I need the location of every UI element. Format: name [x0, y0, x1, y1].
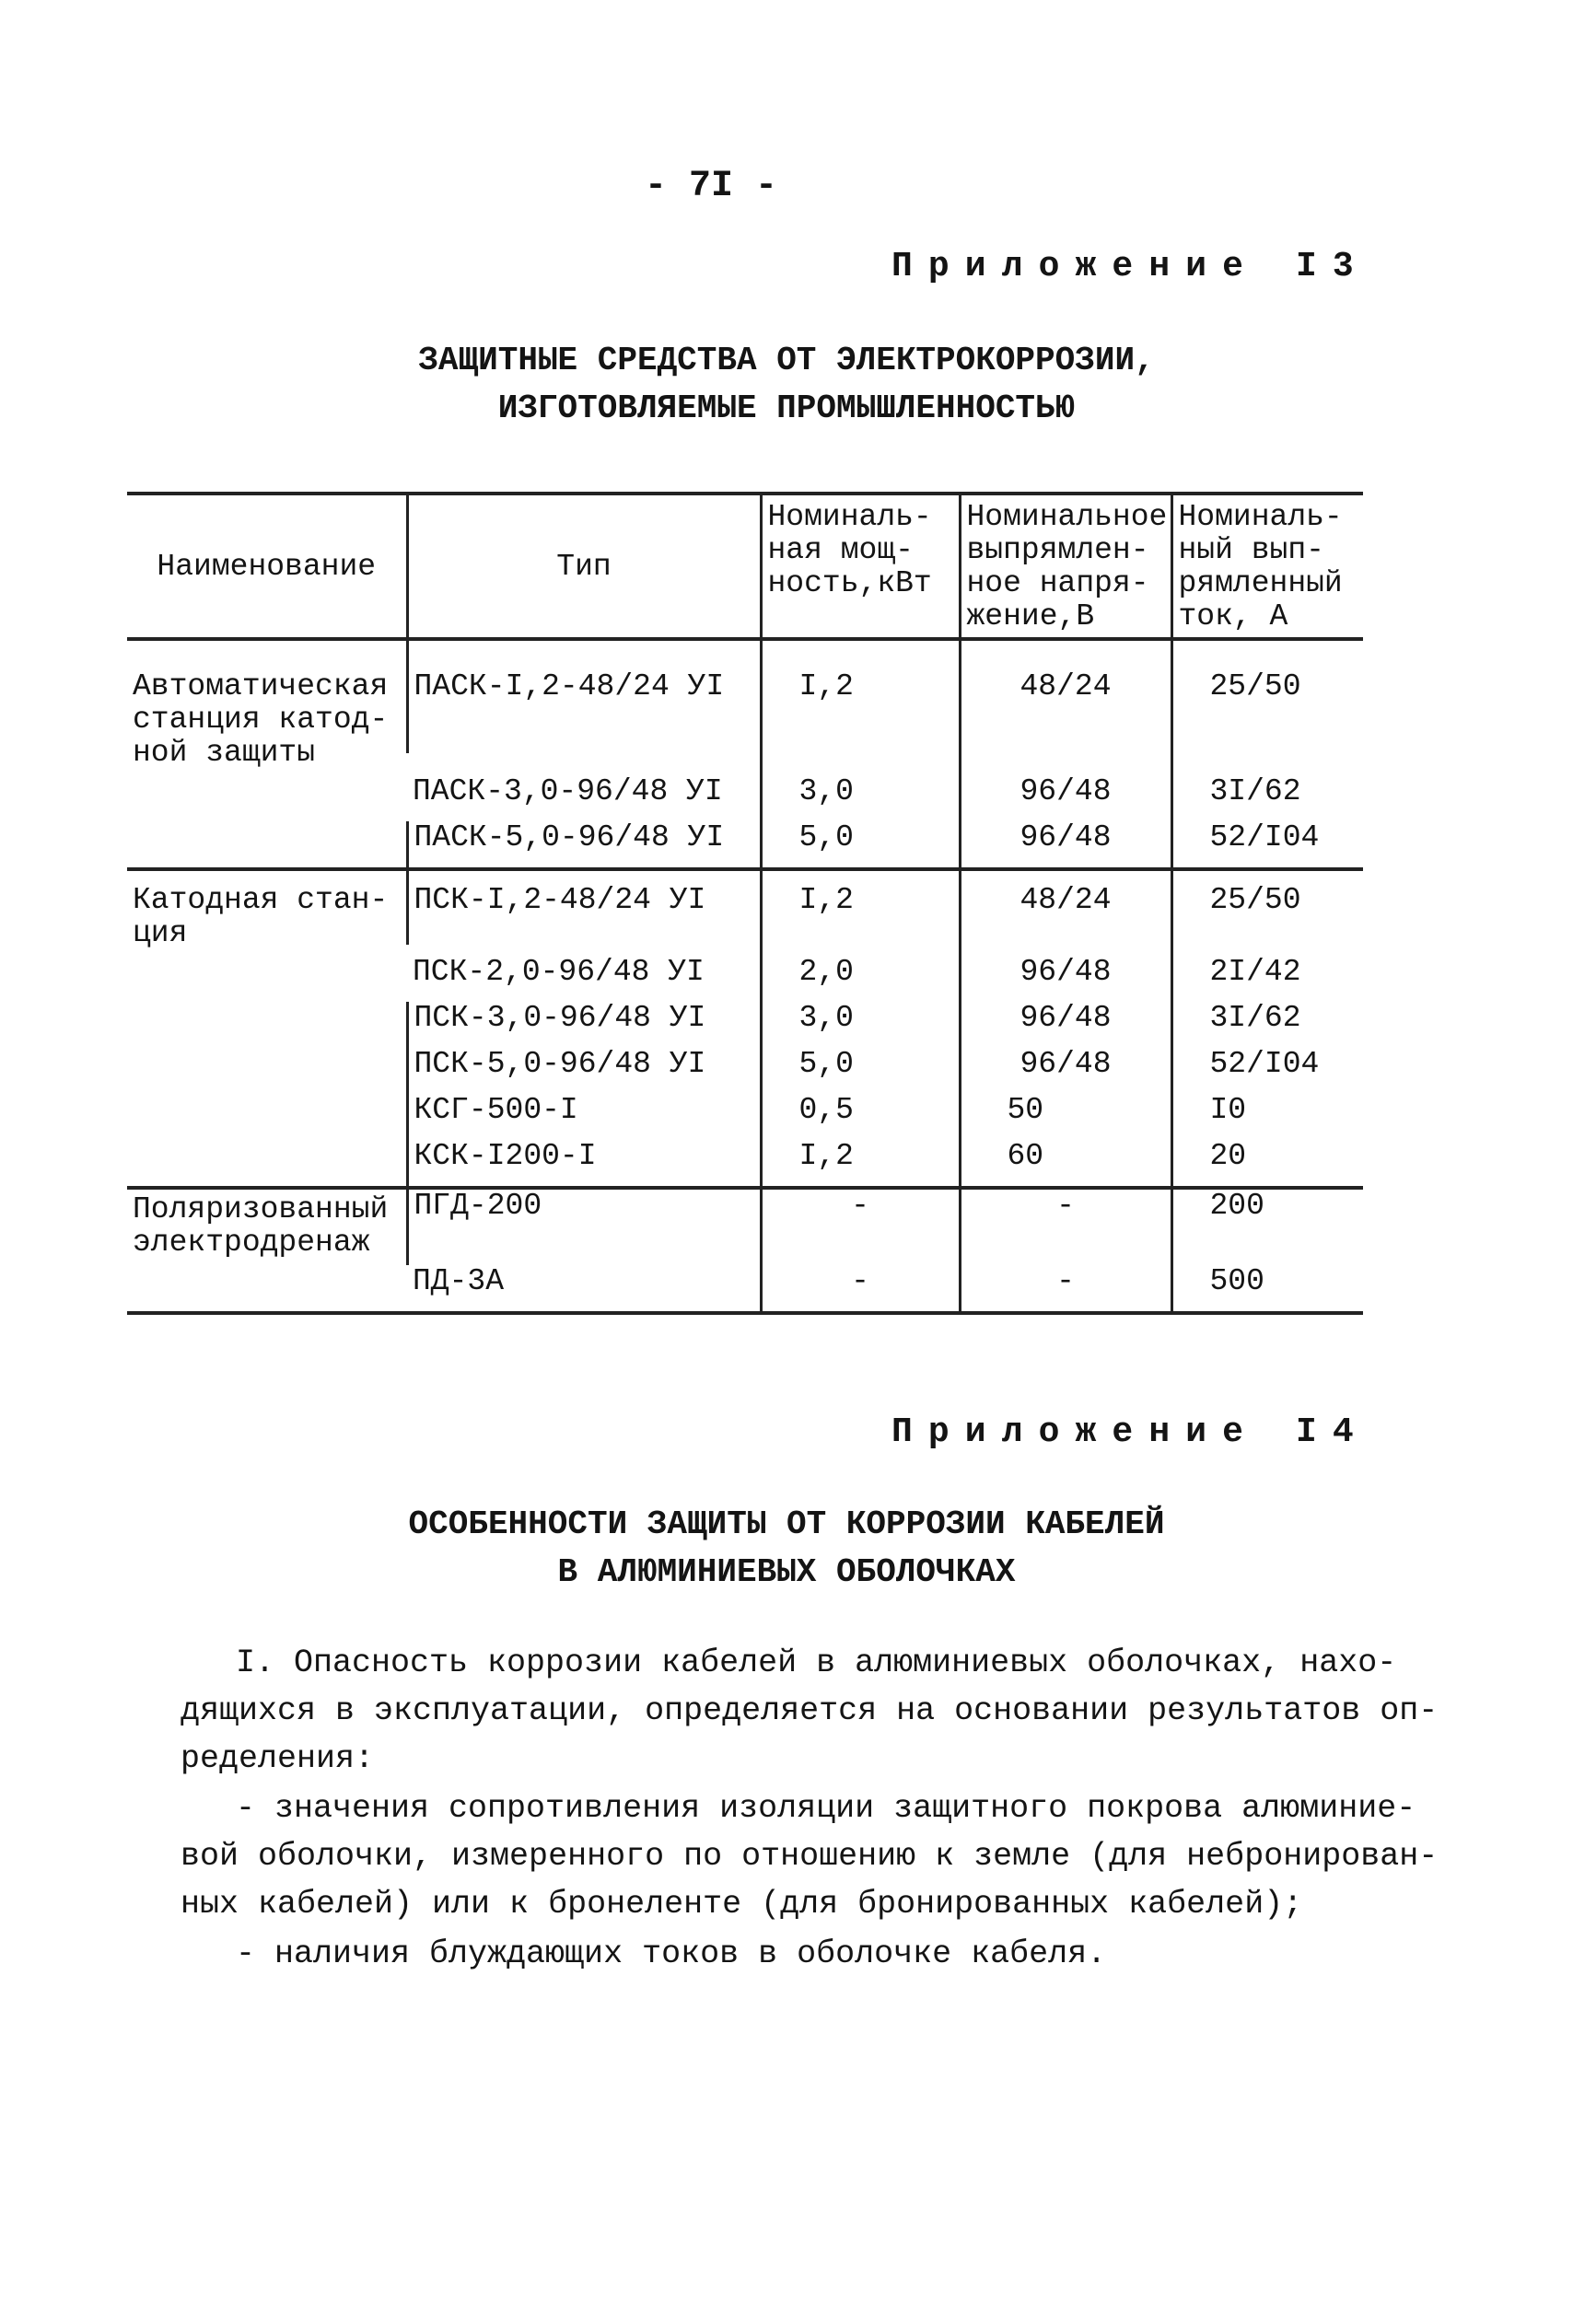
- group-name-empty: [127, 1002, 407, 1048]
- paragraph-line: вой оболочки, измеренного по отношению к земле (для небронирован-: [181, 1838, 1439, 1875]
- protection-means-table: [127, 492, 1363, 1315]
- current-cell: 3I/62: [1171, 753, 1363, 821]
- paragraph-line: I. Опасность коррозии кабелей в алюминиевых оболочках, нахо-: [236, 1644, 1397, 1681]
- appendix-13-title-line-2: ИЗГОТОВЛЯЕМЫЕ ПРОМЫШЛЕННОСТЬЮ: [497, 389, 1076, 427]
- current-cell: 52/I04: [1171, 1048, 1363, 1094]
- type-cell: ПСК-5,0-96/48 УI: [407, 1048, 761, 1094]
- group-name-empty: [127, 1048, 407, 1094]
- page-number: - 7I -: [645, 166, 778, 207]
- current-cell: 3I/62: [1171, 1002, 1363, 1048]
- appendix-14-title-line-1: ОСОБЕННОСТИ ЗАЩИТЫ ОТ КОРРОЗИИ КАБЕЛЕЙ: [408, 1505, 1165, 1543]
- current-cell: 200: [1171, 1188, 1363, 1265]
- voltage-cell: 96/48: [960, 1002, 1171, 1048]
- type-cell: ПСК-2,0-96/48 УI: [413, 955, 705, 989]
- group-name: Поляризованный электродренаж: [133, 1192, 389, 1260]
- current-cell: 20: [1171, 1140, 1363, 1188]
- appendix-13-label: Приложение I3: [891, 247, 1369, 286]
- power-cell: I,2: [761, 1140, 960, 1188]
- paragraph-line: ных кабелей) или к бронеленте (для бронированных кабелей);: [181, 1886, 1303, 1923]
- group-name-empty: [127, 1140, 407, 1188]
- voltage-cell: 48/24: [960, 639, 1171, 753]
- voltage-cell: 96/48: [960, 753, 1171, 821]
- appendix-13-title: [0, 337, 1573, 433]
- paragraph-line: дящихся в эксплуатации, определяется на основании результатов оп-: [181, 1692, 1439, 1729]
- type-cell: ПСК-3,0-96/48 УI: [407, 1002, 761, 1048]
- power-cell: I,2: [761, 869, 960, 945]
- table-header-row: [127, 494, 1363, 639]
- paragraph-line: - значения сопротивления изоляции защитного покрова алюминие-: [236, 1790, 1416, 1827]
- table-row: [127, 1048, 1363, 1094]
- voltage-cell: -: [960, 1188, 1171, 1265]
- power-cell: I,2: [761, 639, 960, 753]
- table-row: [127, 1002, 1363, 1048]
- voltage-cell: 50: [960, 1094, 1171, 1140]
- table-row: [127, 639, 1363, 753]
- type-cell: ПГД-200: [407, 1188, 761, 1265]
- header-name: Наименование: [157, 550, 377, 584]
- table-row: [127, 1140, 1363, 1188]
- power-cell: -: [761, 1265, 960, 1313]
- voltage-cell: -: [960, 1265, 1171, 1313]
- paragraph-line: ределения:: [181, 1740, 375, 1777]
- group-name-empty: [127, 1094, 407, 1140]
- header-voltage: Номинальное выпрямлен- ное напря- жение,В: [960, 494, 1171, 639]
- paragraph-line: - наличия блуждающих токов в оболочке кабеля.: [236, 1935, 1107, 1972]
- table-row: [127, 1094, 1363, 1140]
- group-name-empty: [127, 821, 407, 869]
- current-cell: I0: [1171, 1094, 1363, 1140]
- header-power: Номиналь- ная мощ- ность,кВт: [761, 494, 960, 639]
- current-cell: 25/50: [1171, 639, 1363, 753]
- appendix-14-title: [0, 1501, 1573, 1597]
- power-cell: 0,5: [761, 1094, 960, 1140]
- type-cell: КСК-I200-I: [407, 1140, 761, 1188]
- power-cell: 3,0: [761, 1002, 960, 1048]
- voltage-cell: 60: [960, 1140, 1171, 1188]
- power-cell: 3,0: [761, 753, 960, 821]
- power-cell: -: [761, 1188, 960, 1265]
- power-cell: 5,0: [761, 1048, 960, 1094]
- table-row: [127, 821, 1363, 869]
- current-cell: 500: [1171, 1265, 1363, 1313]
- appendix-14-label: Приложение I4: [891, 1412, 1369, 1452]
- current-cell: 25/50: [1171, 869, 1363, 945]
- appendix-14-title-line-2: В АЛЮМИНИЕВЫХ ОБОЛОЧКАХ: [557, 1553, 1016, 1591]
- header-current: Номиналь- ный вып- рямленный ток, А: [1171, 494, 1363, 639]
- type-cell: ПАСК-I,2-48/24 УI: [407, 639, 761, 753]
- voltage-cell: 96/48: [960, 1048, 1171, 1094]
- voltage-cell: 96/48: [960, 945, 1171, 1002]
- group-name: Автоматическая станция катод- ной защиты: [133, 669, 389, 770]
- appendix-13-title-line-1: ЗАЩИТНЫЕ СРЕДСТВА ОТ ЭЛЕКТРОКОРРОЗИИ,: [418, 342, 1155, 379]
- current-cell: 52/I04: [1171, 821, 1363, 869]
- voltage-cell: 48/24: [960, 869, 1171, 945]
- header-type: Тип: [407, 494, 761, 639]
- group-name: Катодная стан- ция: [133, 883, 389, 950]
- power-cell: 5,0: [761, 821, 960, 869]
- type-cell: КСГ-500-I: [407, 1094, 761, 1140]
- type-cell: ПАСК-3,0-96/48 УI: [413, 774, 723, 808]
- table-row: [127, 869, 1363, 945]
- type-cell: ПСК-I,2-48/24 УI: [407, 869, 761, 945]
- table-row: [127, 1188, 1363, 1265]
- current-cell: 2I/42: [1171, 945, 1363, 1002]
- power-cell: 2,0: [761, 945, 960, 1002]
- type-cell: ПД-3А: [413, 1264, 505, 1298]
- type-cell: ПАСК-5,0-96/48 УI: [407, 821, 761, 869]
- voltage-cell: 96/48: [960, 821, 1171, 869]
